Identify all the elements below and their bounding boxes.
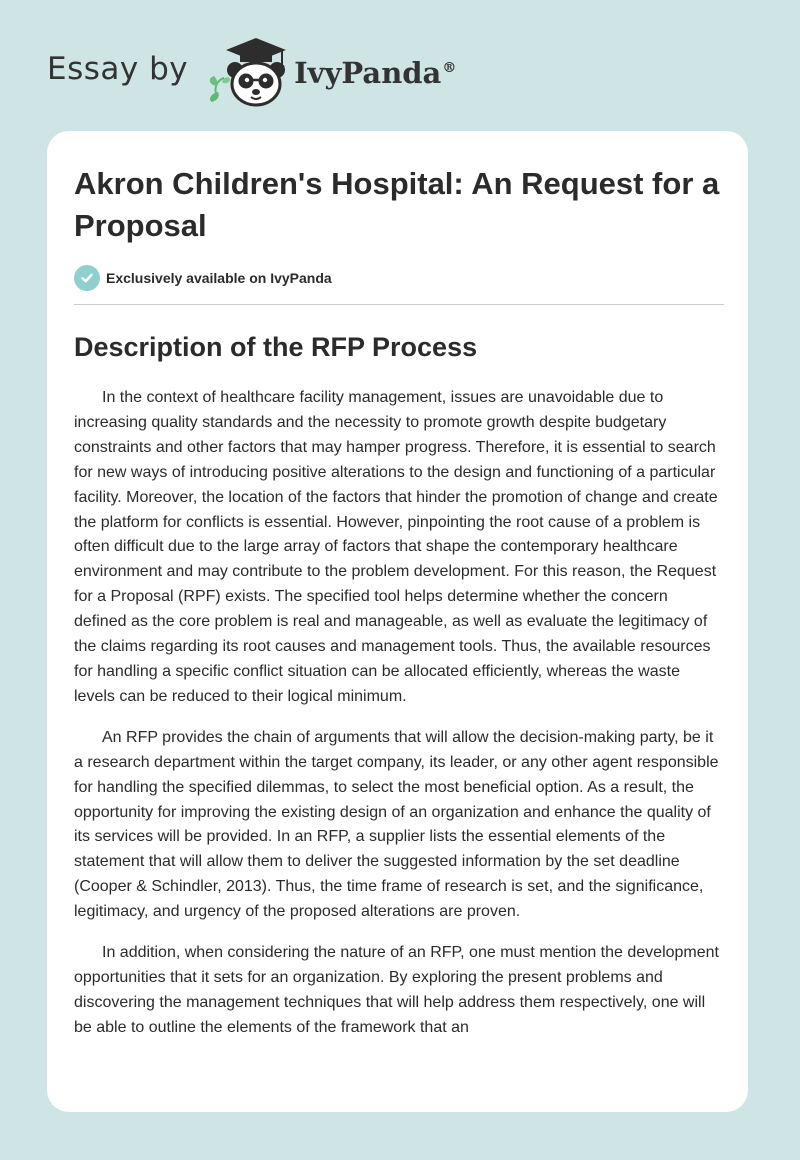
divider bbox=[74, 304, 724, 305]
check-icon bbox=[74, 265, 100, 291]
section-heading: Description of the RFP Process bbox=[74, 332, 478, 362]
paragraph: In the context of healthcare facility management, issues are unavoidable due to increasing quality standards and the necessity to promote growth despite budgetary constraints and other factors that may hamper progress. Therefore, it is essential to search for new ways of introducing positive alterations to the design and functioning of a particular facility. Moreover, the location of the factors that hinder the promotion of change and create the platform for conflicts is essential. However, pinpointing the root cause of a problem is often difficult due to the large array of factors that shape the contemporary healthcare environment and may contribute to the problem development. For this reason, the Request for a Proposal (RPF) exists. The specified tool helps determine whether the concern defined as the core problem is real and manageable, as well as evaluate the legitimacy of the claims regarding its root causes and management tools. Thus, the available resources for handling a specific conflict situation can be allocated efficiently, whereas the waste levels can be reduced to their logical minimum. bbox=[74, 389, 718, 705]
article-content bbox=[74, 163, 724, 1041]
registered-mark: ® bbox=[442, 60, 457, 77]
exclusive-badge bbox=[74, 265, 724, 291]
panda-logo-icon[interactable] bbox=[202, 36, 292, 108]
paragraph: In addition, when considering the nature of an RFP, one must mention the development opportunities that it sets for an organization. By exploring the present problems and discovering the management techniques that will help address them respectively, one will be able to outline the elements of the framework that an bbox=[74, 944, 719, 1036]
paragraph: An RFP provides the chain of arguments that will allow the decision-making party, be it a research department within the target company, its leader, or any other agent responsible for handling the specified dilemmas, to select the most beneficial option. As a result, the opportunity for improving the existing design of an organization and enhance the quality of its services will be provided. In an RFP, a supplier lists the essential elements of the statement that will allow them to deliver the suggested information by the set deadline (Cooper & Schindler, 2013). Thus, the time frame of research is set, and the significance, legitimacy, and urgency of the proposed alterations are proven. bbox=[74, 728, 719, 921]
exclusive-label: Exclusively available on IvyPanda bbox=[106, 270, 332, 286]
article-title: Akron Children's Hospital: An Request for a Proposal bbox=[74, 166, 720, 243]
brand-header bbox=[47, 36, 456, 108]
brand-name-text: IvyPanda bbox=[294, 56, 442, 90]
brand-name[interactable] bbox=[294, 56, 456, 90]
article-card bbox=[47, 131, 748, 1112]
brand-prefix: Essay by bbox=[47, 51, 189, 87]
